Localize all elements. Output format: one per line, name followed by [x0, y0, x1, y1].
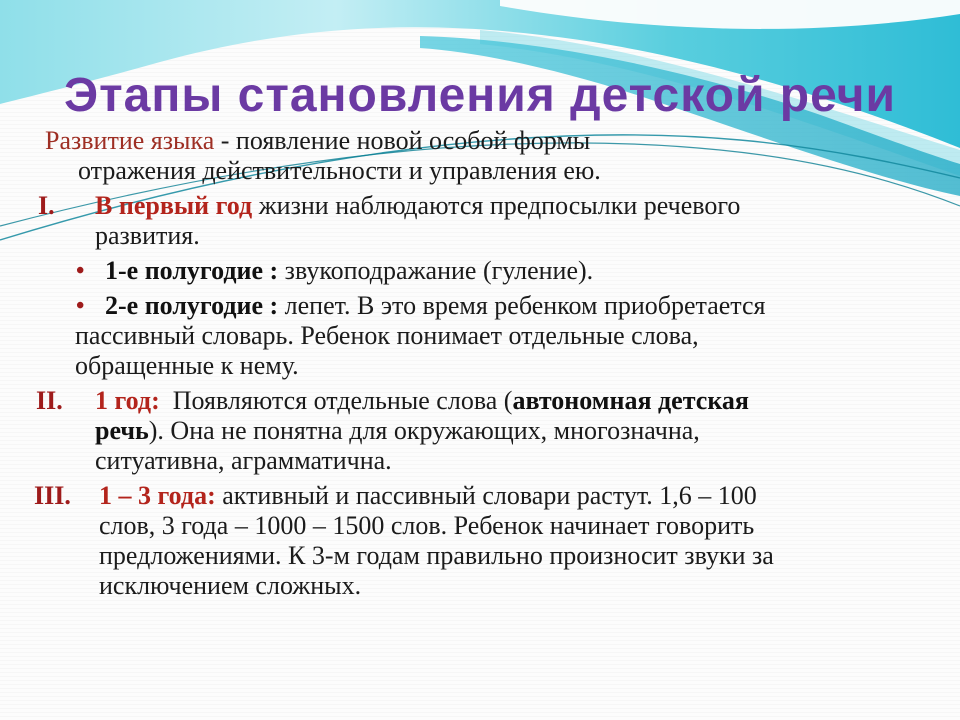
roman-numeral-3: III.	[34, 481, 71, 510]
item3-line3-text: предложениями. К 3-м годам правильно произносит звуки за	[99, 541, 774, 570]
item2-line1-text: Появляются отдельные слова (	[159, 386, 513, 415]
item1-line1-text: жизни наблюдаются предпосылки речевого	[252, 191, 741, 220]
bullet2-line3-text: обращенные к нему.	[75, 351, 299, 380]
item2-line2-text: ). Она не понятна для окружающих, многозначна,	[148, 416, 700, 445]
item2-line3-text: ситуативна, аграмматична.	[95, 446, 392, 475]
list-item-second-halfyear	[0, 291, 960, 381]
bullet-icon: •	[76, 258, 85, 284]
item3-line1-text: активный и пассивный словари растут. 1,6 – 100	[215, 481, 757, 510]
list-item-first-halfyear	[0, 256, 960, 286]
bullet1-lead: 1-е полугодие :	[105, 256, 279, 285]
intro-paragraph	[0, 126, 960, 186]
bullet-icon: •	[76, 293, 85, 319]
item1-lead: В первый год	[95, 191, 253, 220]
slide-body	[0, 126, 960, 606]
page-title: Этапы становления детской речи	[63, 69, 896, 122]
item2-bold-run1: автономная детская	[512, 386, 749, 415]
intro-lead-text: Развитие языка	[45, 126, 215, 155]
item3-lead: 1 – 3 года:	[99, 481, 216, 510]
item2-bold-run2: речь	[95, 416, 149, 445]
roman-numeral-2: II.	[36, 386, 63, 415]
intro-line2-text: отражения действительности и управления ею.	[78, 156, 601, 185]
item1-line2-text: развития.	[95, 221, 200, 250]
list-item-first-year	[0, 191, 960, 251]
bullet1-text: звукоподражание (гуление).	[278, 256, 594, 285]
bullet2-lead: 2-е полугодие :	[105, 291, 279, 320]
item3-line4-text: исключением сложных.	[99, 571, 362, 600]
bullet2-line1-text: лепет. В это время ребенком приобретается	[278, 291, 766, 320]
item3-line2-text: слов, 3 года – 1000 – 1500 слов. Ребенок начинает говорить	[99, 511, 755, 540]
item2-lead: 1 год:	[95, 386, 160, 415]
bullet2-line2-text: пассивный словарь. Ребенок понимает отдельные слова,	[75, 321, 699, 350]
list-item-one-to-three-years	[0, 481, 960, 601]
roman-numeral-1: I.	[38, 191, 55, 220]
list-item-one-year	[0, 386, 960, 476]
intro-line1-text: - появление новой особой формы	[214, 126, 591, 155]
